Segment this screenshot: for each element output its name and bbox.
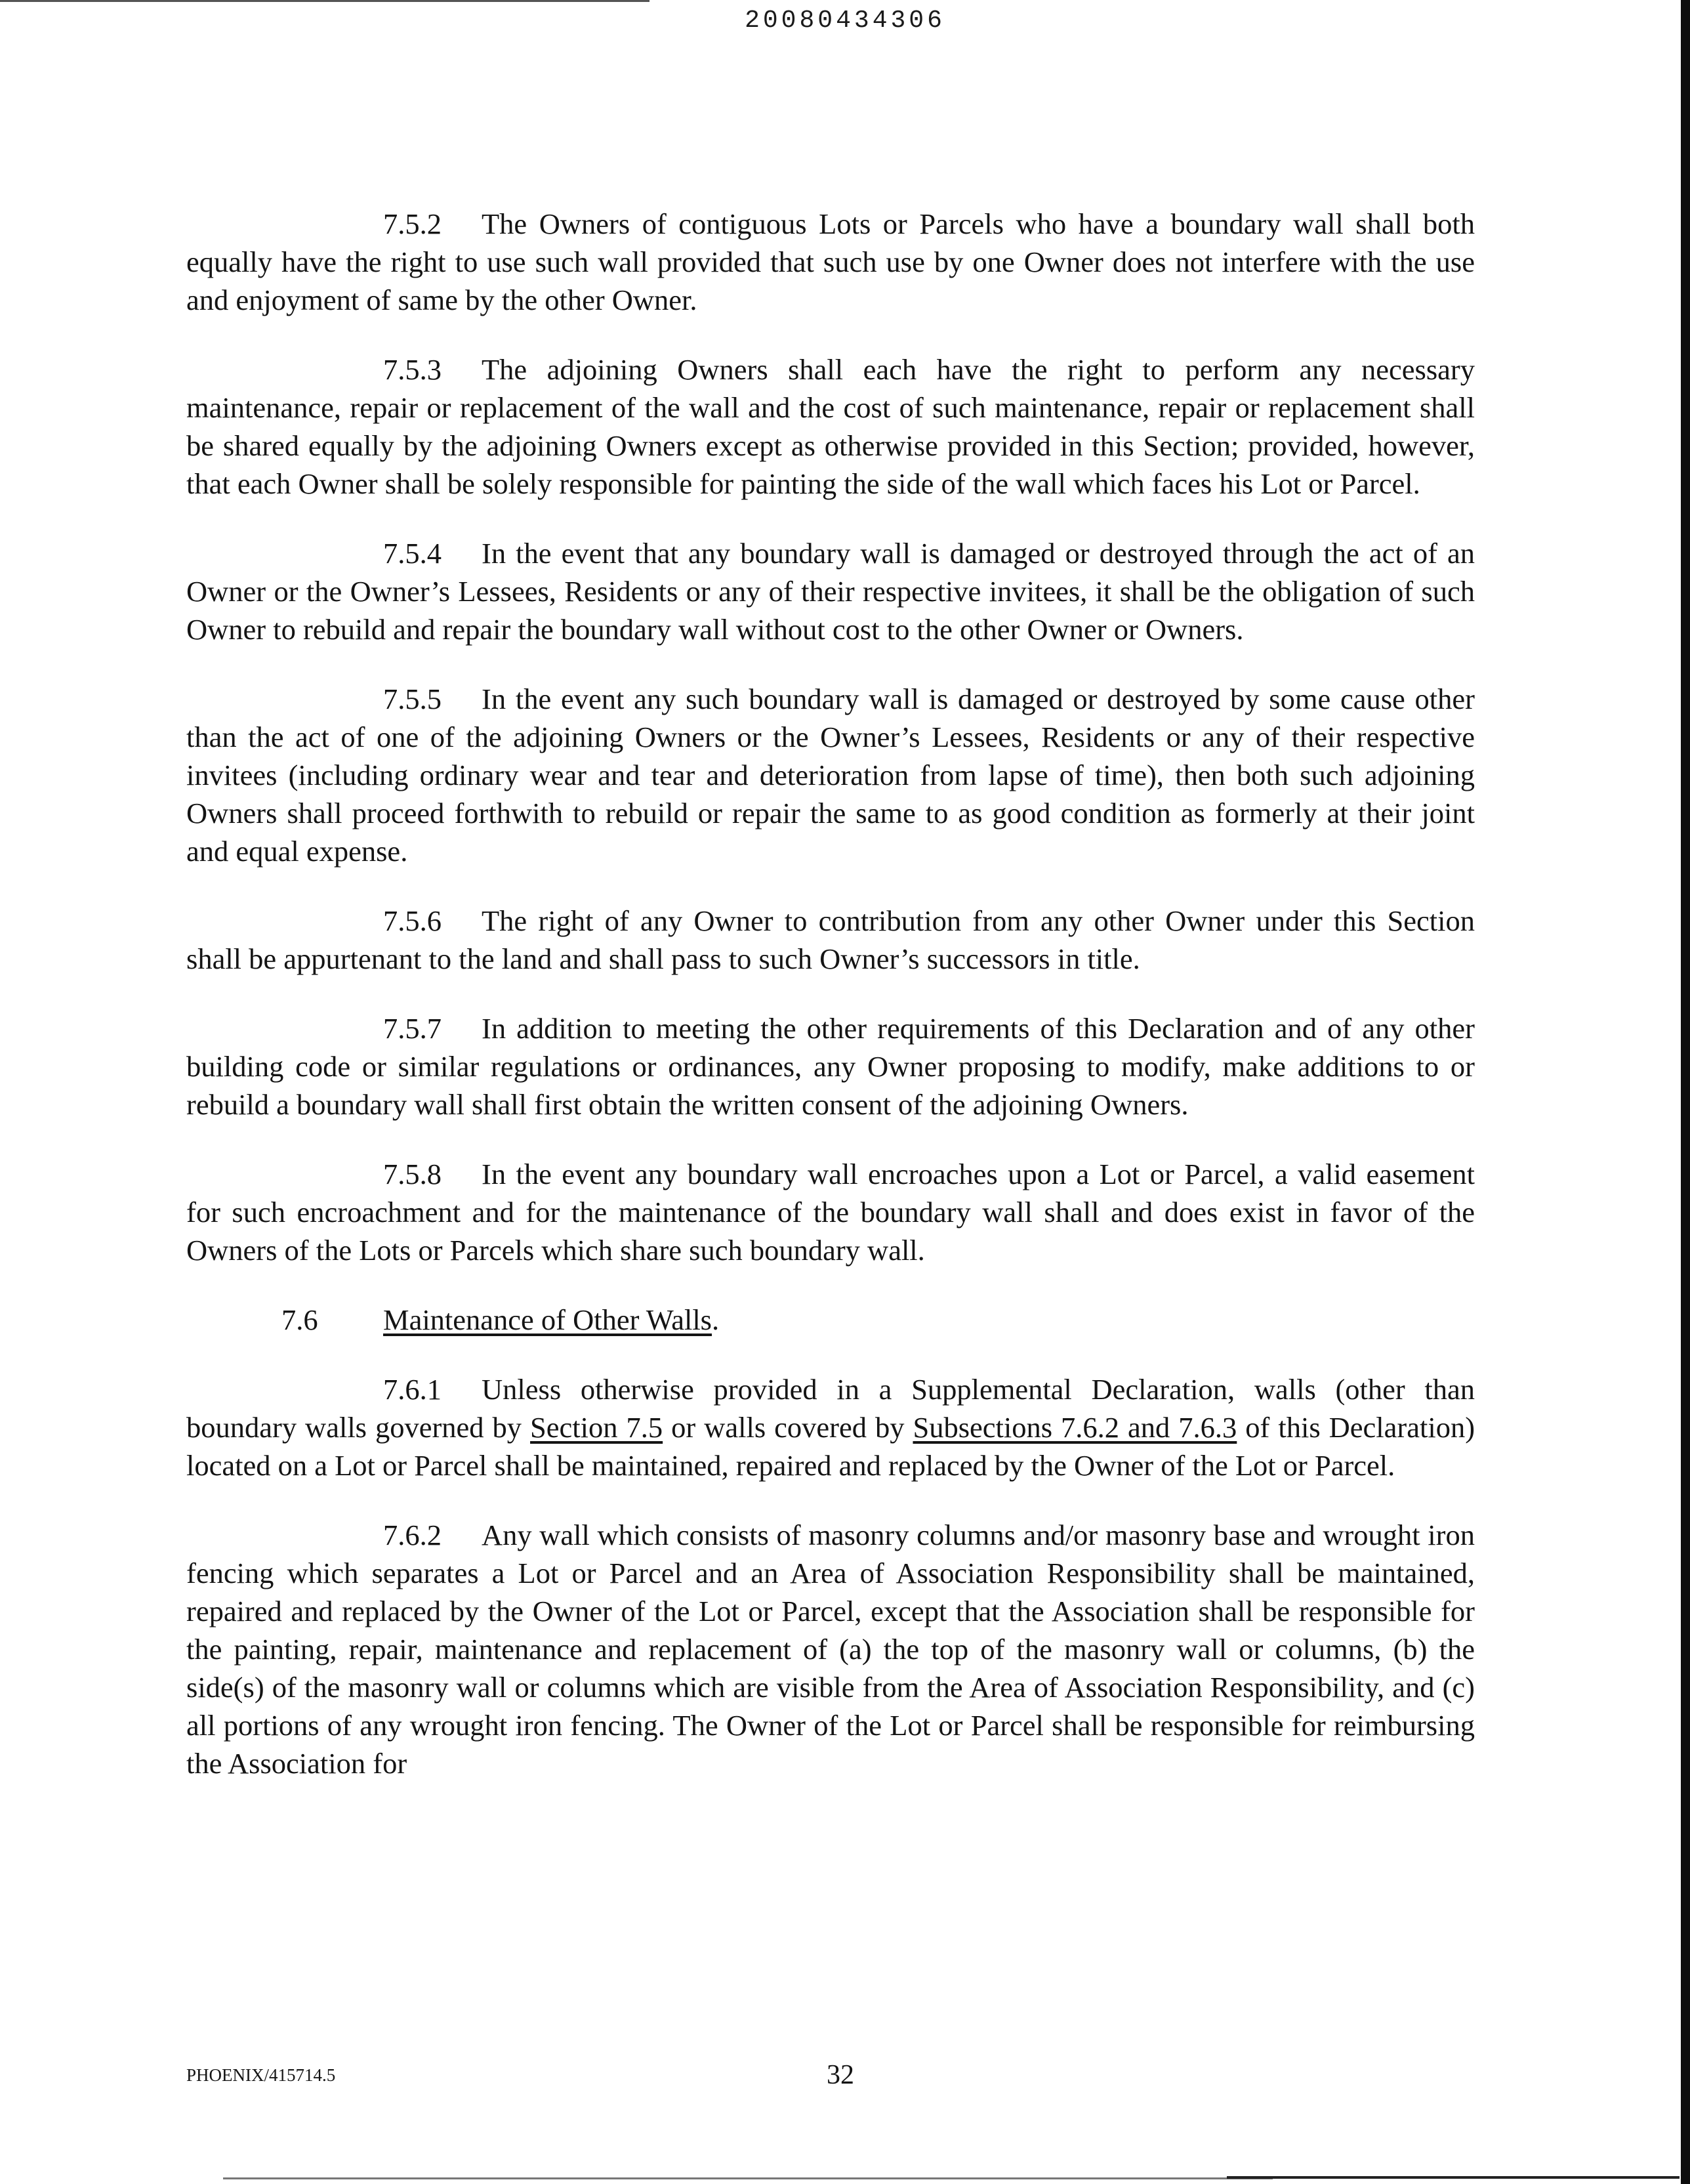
paragraph-text: In the event any boundary wall encroaches upon a Lot or Parcel, a valid easement for such encroachment and for the maintenance of the boundary wall shall and does exist in favor of the Owners of the Lots or Parcels which share such boundary wall.: [186, 1158, 1475, 1267]
paragraph-number: 7.6.2: [383, 1519, 442, 1551]
paragraph-text: In the event any such boundary wall is damaged or destroyed by some cause other than the act of one of the adjoining Owners or the Owner’s Lessees, Residents or any of their respective invitees (including ordinary wear and tear and deterioration from lapse of time), then both such adjoining Owners shall proceed forthwith to rebuild or repair the same to as good condition as formerly at their joint and equal expense.: [186, 682, 1475, 868]
cross-reference-subsections: Subsections 7.6.2 and 7.6.3: [913, 1411, 1237, 1444]
paragraph-number: 7.5.7: [383, 1012, 442, 1045]
scan-artifact-bottom-right: [1227, 2176, 1680, 2179]
paragraph-7-6-1: [186, 1370, 1475, 1484]
paragraph-7-5-2: [186, 205, 1475, 319]
paragraph-text: The Owners of contiguous Lots or Parcels who have a boundary wall shall both equally have the right to use such wall provided that such use by one Owner does not interfere with the use and enjoyment of same by the other Owner.: [186, 207, 1475, 316]
paragraph-7-5-5: [186, 680, 1475, 870]
section-title: Maintenance of Other Walls: [383, 1303, 712, 1336]
paragraph-text: In addition to meeting the other requirements of this Declaration and of any other building code or similar regulations or ordinances, any Owner proposing to modify, make additions to or rebuild a boundary wall shall first obtain the written consent of the adjoining Owners.: [186, 1012, 1475, 1121]
paragraph-number: 7.5.6: [383, 904, 442, 937]
paragraph-number: 7.5.8: [383, 1158, 442, 1190]
section-heading-7-6: [186, 1301, 1475, 1339]
page-number: 32: [827, 2060, 854, 2090]
paragraph-text: The adjoining Owners shall each have the right to perform any necessary maintenance, repair or replacement of the wall and the cost of such maintenance, repair or replacement shall be shared equally by the adjoining Owners except as otherwise provided in this Section; provided, however, that each Owner shall be solely responsible for painting the side of the wall which faces his Lot or Parcel.: [186, 353, 1475, 500]
paragraph-7-5-7: [186, 1009, 1475, 1124]
paragraph-7-5-8: [186, 1155, 1475, 1269]
paragraph-7-5-3: [186, 350, 1475, 503]
scan-edge-bar: [1681, 0, 1690, 2184]
scan-artifact-top: [0, 0, 649, 2]
paragraph-number: 7.5.5: [383, 682, 442, 715]
paragraph-text: Unless otherwise provided in a Supplemental Declaration, walls (other than boundary walls governed by: [186, 1373, 1475, 1444]
section-number: 7.6: [281, 1303, 318, 1336]
paragraph-number: 7.6.1: [383, 1373, 442, 1406]
section-title-period: .: [712, 1303, 720, 1336]
paragraph-text: In the event that any boundary wall is damaged or destroyed through the act of an Owner or the Owner’s Lessees, Residents or any of their respective invitees, it shall be the obligation of such Owner to rebuild and repair the boundary wall without cost to the other Owner or Owners.: [186, 537, 1475, 646]
cross-reference-section-7-5: Section 7.5: [530, 1411, 663, 1444]
paragraph-7-5-6: [186, 902, 1475, 978]
paragraph-text: of this Declaration) located on a Lot or Parcel shall be maintained, repaired and replaced by the Owner of the Lot or Parcel.: [186, 1411, 1475, 1482]
scan-artifact-bottom: [223, 2177, 1273, 2179]
paragraph-number: 7.5.4: [383, 537, 442, 570]
paragraph-7-6-2: [186, 1516, 1475, 1782]
paragraph-number: 7.5.2: [383, 207, 442, 240]
paragraph-number: 7.5.3: [383, 353, 442, 386]
paragraph-text: or walls covered by: [663, 1411, 913, 1444]
recording-number: 20080434306: [745, 7, 945, 35]
document-body: [186, 205, 1475, 1814]
paragraph-text: Any wall which consists of masonry columns and/or masonry base and wrought iron fencing which separates a Lot or Parcel and an Area of Association Responsibility shall be maintained, repaired and replaced by the Owner of the Lot or Parcel, except that the Association shall be responsible for the painting, repair, maintenance and replacement of (a) the top of the masonry wall or columns, (b) the side(s) of the masonry wall or columns which are visible from the Area of Association Responsibility, and (c) all portions of any wrought iron fencing. The Owner of the Lot or Parcel shall be responsible for reimbursing the Association for: [186, 1519, 1475, 1780]
paragraph-7-5-4: [186, 534, 1475, 648]
paragraph-text: The right of any Owner to contribution from any other Owner under this Section shall be appurtenant to the land and shall pass to such Owner’s successors in title.: [186, 904, 1475, 975]
footer-document-id: PHOENIX/415714.5: [186, 2065, 336, 2085]
